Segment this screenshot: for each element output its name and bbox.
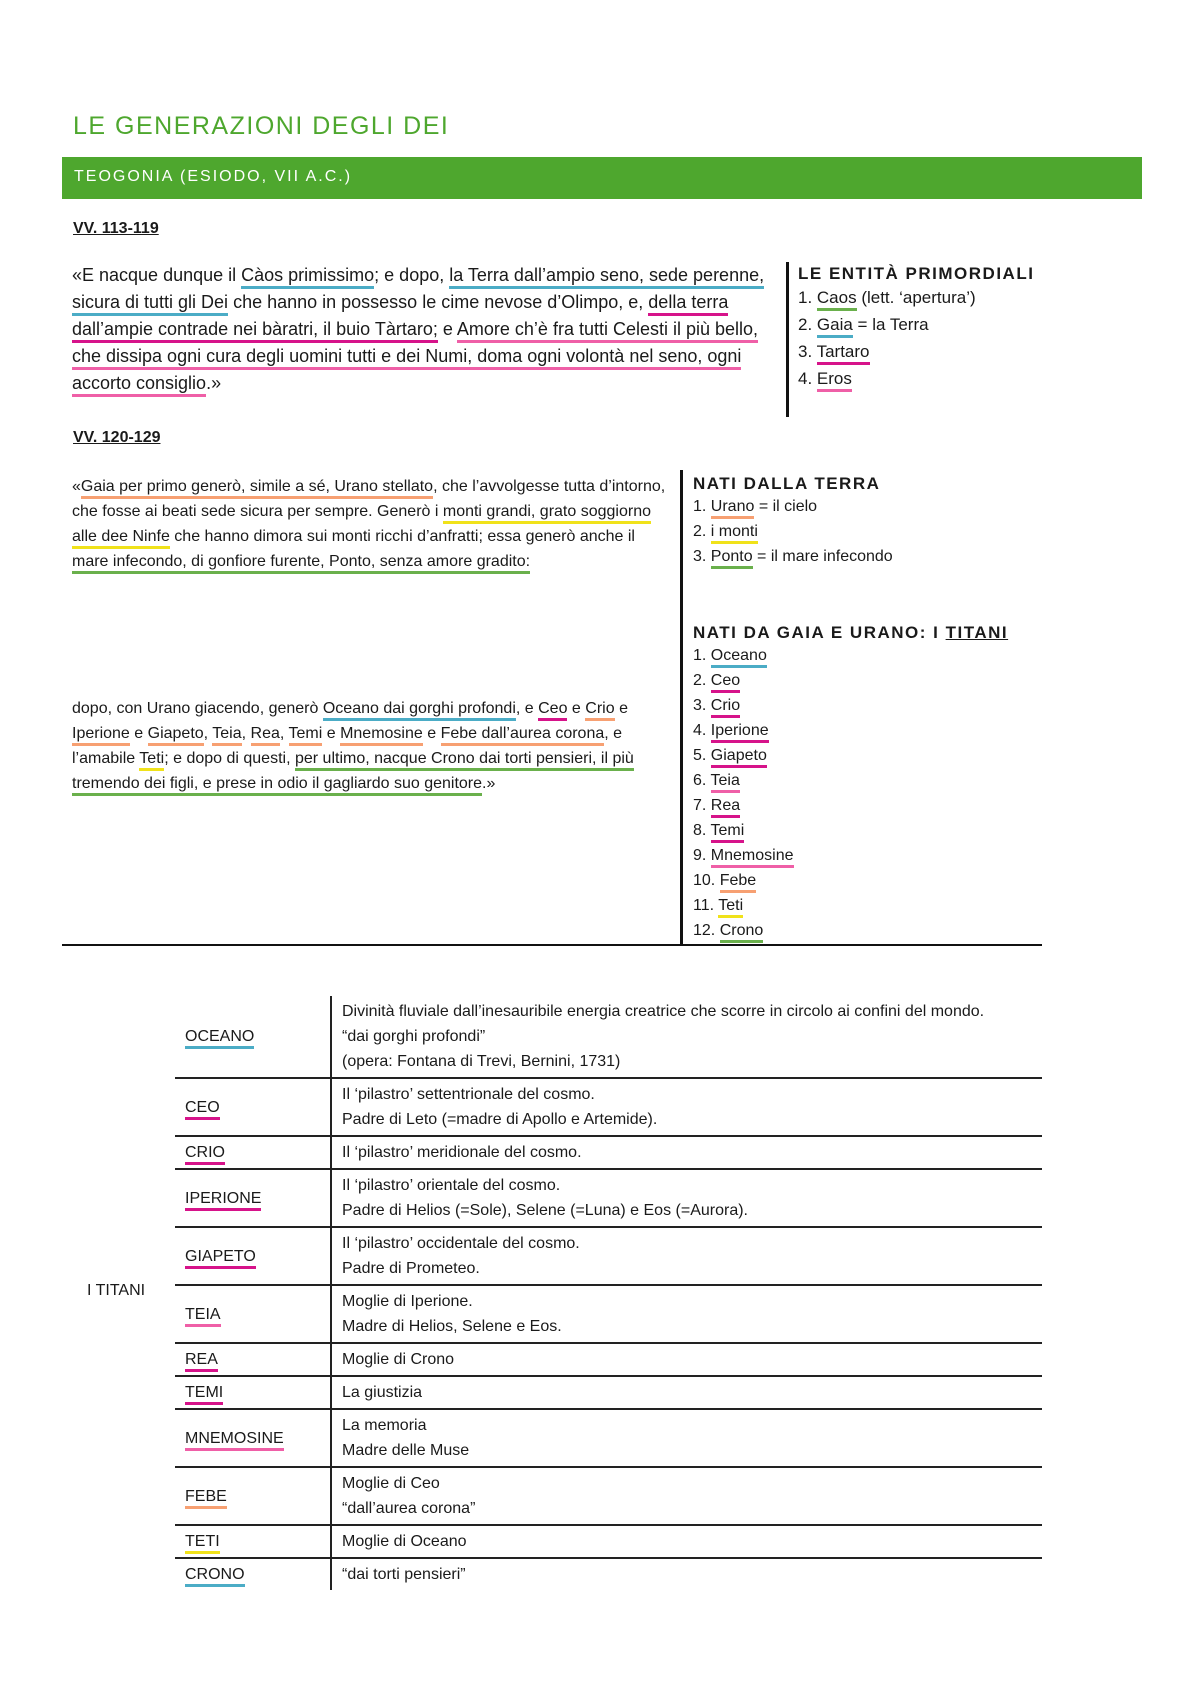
list-item: 3. Tartaro	[798, 338, 1034, 365]
side-title-1: LE ENTITÀ PRIMORDIALI	[798, 264, 1035, 283]
section-header	[62, 157, 1142, 199]
table-group-label: I TITANI	[87, 1282, 146, 1299]
passage-1: «E nacque dunque il Càos primissimo; e dopo, la Terra dall’ampio seno, sede perenne, sicura di tutti gli Dei che hanno in possesso le cime nevose d’Olimpo, e, della terra dall’ampie contrade nei bàratri, il buio Tàrtaro; e Amore ch’è fra tutti Celesti il più bello, che dissipa ogni cura degli uomini tutti e dei Numi, doma ogni volontà nel seno, ogni accorto consiglio.»	[72, 262, 772, 397]
table-row: MNEMOSINE La memoria Madre delle Muse	[175, 1409, 1042, 1467]
table-row: REA Moglie di Crono	[175, 1343, 1042, 1376]
list-item: 6. Teia	[693, 768, 1008, 793]
list-item: 8. Temi	[693, 818, 1008, 843]
list-item: 2. Ceo	[693, 668, 1008, 693]
list-item: 1. Caos (lett. ‘apertura’)	[798, 284, 1034, 311]
table-row: CRIO Il ‘pilastro’ meridionale del cosmo.	[175, 1136, 1042, 1169]
titans-table	[175, 996, 1042, 1590]
list-item: 5. Giapeto	[693, 743, 1008, 768]
table-row: CEO Il ‘pilastro’ settentrionale del cosmo. Padre di Leto (=madre di Apollo e Artemide).	[175, 1078, 1042, 1136]
table-row: GIAPETO Il ‘pilastro’ occidentale del cosmo. Padre di Prometeo.	[175, 1227, 1042, 1285]
page-title: LE GENERAZIONI DEGLI DEI	[73, 112, 450, 140]
list-item: 9. Mnemosine	[693, 843, 1008, 868]
list-item: 10. Febe	[693, 868, 1008, 893]
verses-heading-1: VV. 113-119	[73, 220, 159, 237]
divider-2	[680, 470, 683, 944]
list-item: 2. i monti	[693, 519, 893, 544]
list-item: 4. Eros	[798, 365, 1034, 392]
table-row: CRONO “dai torti pensieri”	[175, 1558, 1042, 1590]
titans-list	[693, 623, 1008, 943]
side-title-3: NATI DA GAIA E URANO: I TITANI	[693, 623, 1009, 642]
table-row: FEBE Moglie di Ceo “dall’aurea corona”	[175, 1467, 1042, 1525]
list-item: 11. Teti	[693, 893, 1008, 918]
table-row: TEIA Moglie di Iperione. Madre di Helios, Selene e Eos.	[175, 1285, 1042, 1343]
section-divider	[62, 944, 1042, 946]
table-row: OCEANO Divinità fluviale dall’inesauribile energia creatrice che scorre in circolo ai confini del mondo. “dai gorghi profondi” (opera: Fontana di Trevi, Bernini, 1731)	[175, 996, 1042, 1078]
verses-heading-2: VV. 120-129	[73, 429, 161, 446]
list-item: 3. Ponto = il mare infecondo	[693, 544, 893, 569]
primordial-entities	[798, 264, 1034, 392]
list-item: 1. Urano = il cielo	[693, 494, 893, 519]
list-item: 2. Gaia = la Terra	[798, 311, 1034, 338]
list-item: 12. Crono	[693, 918, 1008, 943]
list-item: 1. Oceano	[693, 643, 1008, 668]
born-from-earth	[693, 474, 893, 569]
table-row: TEMI La giustizia	[175, 1376, 1042, 1409]
side-title-2: NATI DALLA TERRA	[693, 474, 881, 493]
list-item: 3. Crio	[693, 693, 1008, 718]
passage-2a: «Gaia per primo generò, simile a sé, Urano stellato, che l’avvolgesse tutta d’intorno, che fosse ai beati sede sicura per sempre. Generò i monti grandi, grato soggiorno alle dee Ninfe che hanno dimora sui monti ricchi d’anfratti; essa generò anche il mare infecondo, di gonfiore furente, Ponto, senza amore gradito:	[72, 474, 672, 574]
list-item: 4. Iperione	[693, 718, 1008, 743]
table-row: IPERIONE Il ‘pilastro’ orientale del cosmo. Padre di Helios (=Sole), Selene (=Luna) e Eos (=Aurora).	[175, 1169, 1042, 1227]
table-row: TETI Moglie di Oceano	[175, 1525, 1042, 1558]
passage-2b: dopo, con Urano giacendo, generò Oceano dai gorghi profondi, e Ceo e Crio e Iperione e Giapeto, Teia, Rea, Temi e Mnemosine e Febe dall’aurea corona, e l’amabile Teti; e dopo di questi, per ultimo, nacque Crono dai torti pensieri, il più tremendo dei figli, e prese in odio il gagliardo suo genitore.»	[72, 696, 672, 796]
list-item: 7. Rea	[693, 793, 1008, 818]
section-title: TEOGONIA (ESIODO, VII A.C.)	[74, 168, 353, 185]
divider-1	[786, 262, 789, 417]
